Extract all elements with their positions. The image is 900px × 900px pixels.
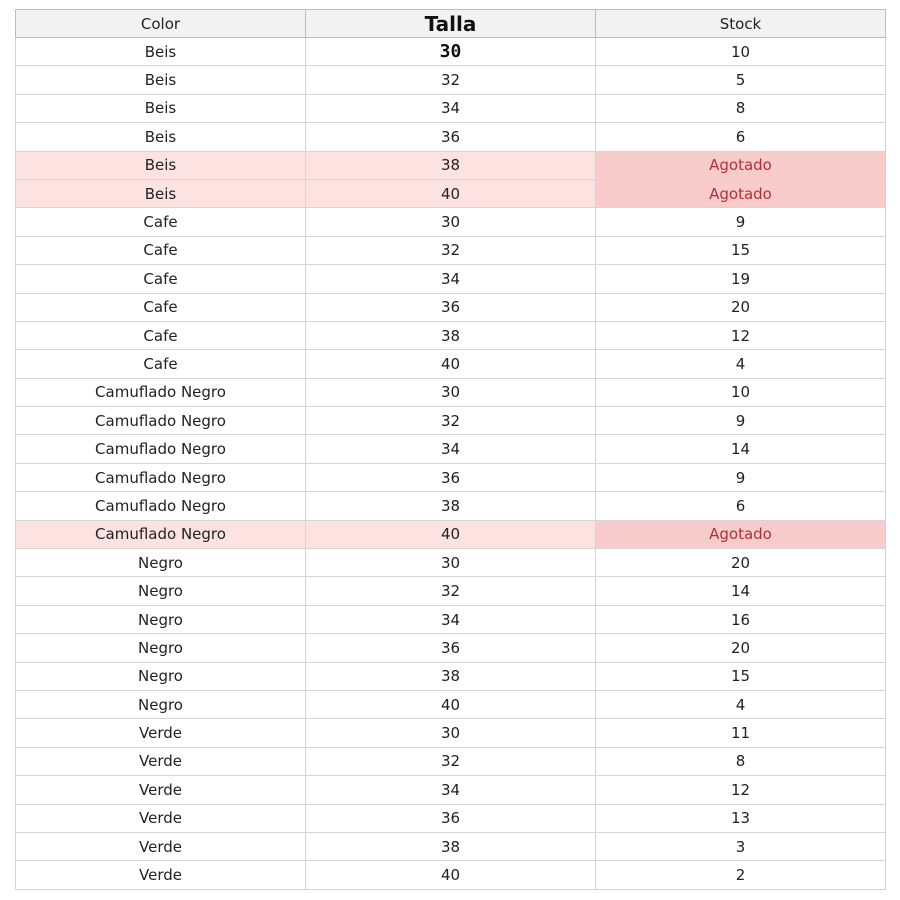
size-cell[interactable]: 30 [306, 38, 596, 66]
stock-cell[interactable]: 10 [596, 378, 886, 406]
column-header-size[interactable]: Talla [306, 10, 596, 38]
size-cell[interactable]: 36 [306, 293, 596, 321]
color-cell[interactable]: Beis [16, 179, 306, 207]
size-cell[interactable]: 36 [306, 634, 596, 662]
size-cell[interactable]: 40 [306, 179, 596, 207]
stock-cell[interactable]: 20 [596, 634, 886, 662]
table-row [16, 861, 886, 889]
color-cell[interactable]: Verde [16, 776, 306, 804]
table-row [16, 690, 886, 718]
size-cell[interactable]: 34 [306, 776, 596, 804]
stock-cell[interactable]: 16 [596, 605, 886, 633]
size-cell[interactable]: 32 [306, 747, 596, 775]
color-cell[interactable]: Negro [16, 690, 306, 718]
color-cell[interactable]: Verde [16, 832, 306, 860]
table-row [16, 719, 886, 747]
color-cell[interactable]: Negro [16, 634, 306, 662]
stock-cell[interactable]: Agotado [596, 179, 886, 207]
table-row [16, 463, 886, 491]
inventory-sheet [15, 9, 885, 890]
color-cell[interactable]: Camuflado Negro [16, 407, 306, 435]
size-cell[interactable]: 32 [306, 236, 596, 264]
size-cell[interactable]: 40 [306, 350, 596, 378]
size-cell[interactable]: 36 [306, 804, 596, 832]
stock-cell[interactable]: 9 [596, 208, 886, 236]
table-row [16, 38, 886, 66]
size-cell[interactable]: 34 [306, 265, 596, 293]
color-cell[interactable]: Cafe [16, 293, 306, 321]
size-cell[interactable]: 38 [306, 151, 596, 179]
size-cell[interactable]: 32 [306, 407, 596, 435]
table-row [16, 236, 886, 264]
table-row [16, 747, 886, 775]
color-cell[interactable]: Cafe [16, 208, 306, 236]
color-cell[interactable]: Verde [16, 804, 306, 832]
stock-cell[interactable]: 4 [596, 690, 886, 718]
stock-cell[interactable]: 15 [596, 662, 886, 690]
table-row [16, 435, 886, 463]
size-cell[interactable]: 40 [306, 520, 596, 548]
stock-cell[interactable]: 6 [596, 492, 886, 520]
stock-cell[interactable]: 15 [596, 236, 886, 264]
color-cell[interactable]: Beis [16, 94, 306, 122]
size-cell[interactable]: 32 [306, 66, 596, 94]
table-row [16, 265, 886, 293]
table-header [16, 10, 886, 38]
color-cell[interactable]: Cafe [16, 265, 306, 293]
color-cell[interactable]: Camuflado Negro [16, 435, 306, 463]
stock-cell[interactable]: 2 [596, 861, 886, 889]
color-cell[interactable]: Verde [16, 747, 306, 775]
table-row [16, 492, 886, 520]
table-row [16, 520, 886, 548]
stock-cell[interactable]: 9 [596, 407, 886, 435]
stock-cell[interactable]: 10 [596, 38, 886, 66]
stock-cell[interactable]: 20 [596, 293, 886, 321]
size-cell[interactable]: 34 [306, 435, 596, 463]
header-row [16, 10, 886, 38]
stock-cell[interactable]: Agotado [596, 520, 886, 548]
table-row [16, 832, 886, 860]
table-row [16, 549, 886, 577]
table-row [16, 776, 886, 804]
table-row [16, 605, 886, 633]
size-cell[interactable]: 38 [306, 492, 596, 520]
table-row [16, 378, 886, 406]
color-cell[interactable]: Negro [16, 662, 306, 690]
table-row [16, 634, 886, 662]
size-cell[interactable]: 30 [306, 208, 596, 236]
stock-cell[interactable]: 14 [596, 577, 886, 605]
color-cell[interactable]: Camuflado Negro [16, 378, 306, 406]
color-cell[interactable]: Camuflado Negro [16, 492, 306, 520]
color-cell[interactable]: Verde [16, 719, 306, 747]
stock-cell[interactable]: 13 [596, 804, 886, 832]
size-cell[interactable]: 36 [306, 123, 596, 151]
size-cell[interactable]: 30 [306, 378, 596, 406]
size-cell[interactable]: 38 [306, 662, 596, 690]
stock-cell[interactable]: 4 [596, 350, 886, 378]
stock-cell[interactable]: 14 [596, 435, 886, 463]
column-header-stock[interactable]: Stock [596, 10, 886, 38]
table-row [16, 350, 886, 378]
color-cell[interactable]: Beis [16, 151, 306, 179]
size-cell[interactable]: 34 [306, 94, 596, 122]
table-row [16, 94, 886, 122]
color-cell[interactable]: Beis [16, 38, 306, 66]
table-row [16, 123, 886, 151]
stock-cell[interactable]: 20 [596, 549, 886, 577]
stock-cell[interactable]: 6 [596, 123, 886, 151]
stock-cell[interactable]: 8 [596, 747, 886, 775]
size-cell[interactable]: 40 [306, 861, 596, 889]
table-row [16, 293, 886, 321]
stock-cell[interactable]: 5 [596, 66, 886, 94]
size-cell[interactable]: 38 [306, 832, 596, 860]
stock-cell[interactable]: 12 [596, 776, 886, 804]
table-row [16, 407, 886, 435]
stock-cell[interactable]: 9 [596, 463, 886, 491]
color-cell[interactable]: Cafe [16, 321, 306, 349]
table-row [16, 321, 886, 349]
color-cell[interactable]: Beis [16, 123, 306, 151]
color-cell[interactable]: Cafe [16, 236, 306, 264]
column-header-color[interactable]: Color [16, 10, 306, 38]
color-cell[interactable]: Negro [16, 577, 306, 605]
table-row [16, 66, 886, 94]
stock-cell[interactable]: 12 [596, 321, 886, 349]
color-cell[interactable]: Negro [16, 605, 306, 633]
color-cell[interactable]: Camuflado Negro [16, 520, 306, 548]
color-cell[interactable]: Camuflado Negro [16, 463, 306, 491]
inventory-table [15, 9, 886, 890]
stock-cell[interactable]: 11 [596, 719, 886, 747]
table-row [16, 208, 886, 236]
size-cell[interactable]: 38 [306, 321, 596, 349]
color-cell[interactable]: Verde [16, 861, 306, 889]
size-cell[interactable]: 34 [306, 605, 596, 633]
size-cell[interactable]: 40 [306, 690, 596, 718]
color-cell[interactable]: Negro [16, 549, 306, 577]
stock-cell[interactable]: Agotado [596, 151, 886, 179]
stock-cell[interactable]: 19 [596, 265, 886, 293]
color-cell[interactable]: Cafe [16, 350, 306, 378]
size-cell[interactable]: 32 [306, 577, 596, 605]
size-cell[interactable]: 30 [306, 549, 596, 577]
table-row [16, 179, 886, 207]
stock-cell[interactable]: 3 [596, 832, 886, 860]
table-row [16, 151, 886, 179]
stock-cell[interactable]: 8 [596, 94, 886, 122]
table-body [16, 38, 886, 890]
table-row [16, 662, 886, 690]
size-cell[interactable]: 30 [306, 719, 596, 747]
size-cell[interactable]: 36 [306, 463, 596, 491]
table-row [16, 804, 886, 832]
table-row [16, 577, 886, 605]
color-cell[interactable]: Beis [16, 66, 306, 94]
